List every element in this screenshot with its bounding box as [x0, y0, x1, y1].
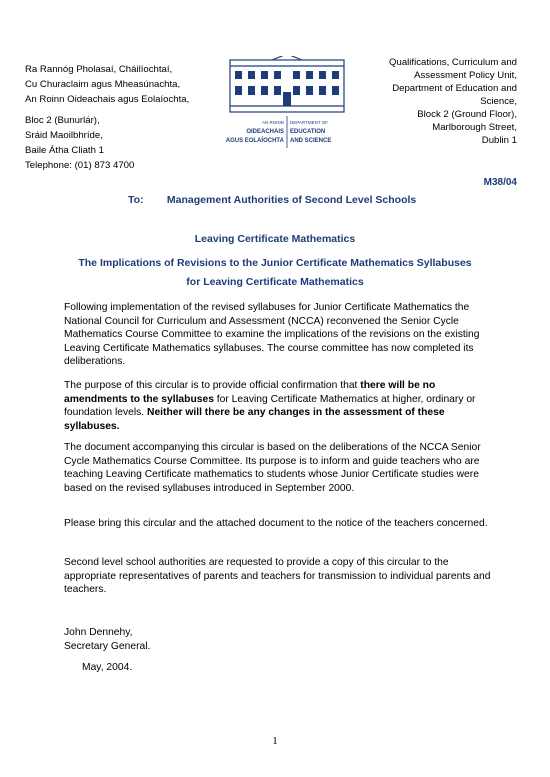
recipient-line [128, 194, 416, 206]
paragraph-4: Please bring this circular and the attached document to the notice of the teachers concerned. [64, 518, 488, 529]
page-number: 1 [272, 735, 278, 747]
sender-address-irish [25, 62, 189, 173]
circular-reference: M38/04 [483, 177, 517, 188]
document-subtitle: The Implications of Revisions to the Junior Certificate Mathematics Syllabuses [78, 257, 472, 269]
document-date: May, 2004. [82, 662, 133, 673]
sender-address-english [347, 56, 517, 147]
paragraph-2-emphasis: there will be no amendments to the syllabuses [64, 380, 436, 405]
paragraph-2-emphasis: Neither will there be any changes in the assessment of these syllabuses. [64, 407, 445, 432]
logo-english-line3: AND SCIENCE [290, 138, 332, 144]
logo-irish-line2: OIDEACHAIS [246, 129, 284, 135]
logo-english-line1: DEPARTMENT OF [290, 120, 329, 125]
logo-irish-line3: AGUS EOLAÍOCHTA [225, 138, 284, 144]
address-line: An Roinn Oideachais agus Eolaíochta, [25, 94, 190, 105]
address-line: Dublin 1 [481, 135, 517, 146]
paragraph-2-text: for Leaving Certificate Mathematics at higher, ordinary or foundation levels. [64, 393, 476, 419]
paragraph-2 [64, 379, 494, 433]
address-line: Qualifications, Curriculum and [389, 57, 517, 68]
address-line: Sráid Maoilbhríde, [25, 130, 103, 141]
paragraph-5: Second level school authorities are requested to provide a copy of this circular to the appropriate representatives of parents and teachers for transmission to individual parents and teachers. [64, 557, 491, 596]
paragraph-3: The document accompanying this circular is based on the deliberations of the NCCA Senior Cycle Mathematics Course Committee. Its purpose is to inform and guide teachers who are teaching Leaving Certificate mathematics to students whose Junior Certificate studies were based on the revised syllabuses introduced in September 2000. [64, 442, 481, 494]
address-line: Bloc 2 (Bunurlár), [25, 115, 100, 126]
address-line: Ra Rannóg Pholasaí, Cháilíochtaí, [25, 64, 173, 75]
address-line: Science, [480, 96, 517, 107]
address-line: Block 2 (Ground Floor), [417, 109, 517, 120]
document-subtitle-cont: for Leaving Certificate Mathematics [186, 276, 364, 288]
address-line: Department of Education and [392, 83, 517, 94]
document-title: Leaving Certificate Mathematics [194, 233, 356, 245]
recipient-label: To: [128, 194, 144, 206]
recipient-value: Management Authorities of Second Level Schools [166, 194, 417, 206]
paragraph-1: Following implementation of the revised syllabuses for Junior Certificate Mathematics the National Council for Curriculum and Assessment (NCCA) reconvened the Senior Cycle Mathematics Course Committee to examine the implications of the revisions on the existing Leaving Certificate Mathematics syllabuses. The course committee has now completed its deliberations. [64, 302, 480, 368]
department-logo [222, 56, 352, 152]
address-line: Cu Churaclaim agus Mheasúnachta, [25, 79, 181, 90]
signatory-title: Secretary General. [64, 640, 151, 652]
paragraph-2-text: The purpose of this circular is to provide official confirmation that [64, 380, 361, 391]
logo-irish-line1: AN ROINN [261, 120, 284, 125]
signature-block [64, 626, 150, 653]
logo-english-line2: EDUCATION [290, 129, 326, 135]
signatory-name: John Dennehy, [64, 627, 133, 638]
address-line: Baile Átha Cliath 1 [25, 145, 104, 156]
telephone: Telephone: (01) 873 4700 [25, 160, 135, 171]
address-line: Assessment Policy Unit, [414, 70, 517, 81]
address-line: Marlborough Street, [432, 122, 517, 133]
